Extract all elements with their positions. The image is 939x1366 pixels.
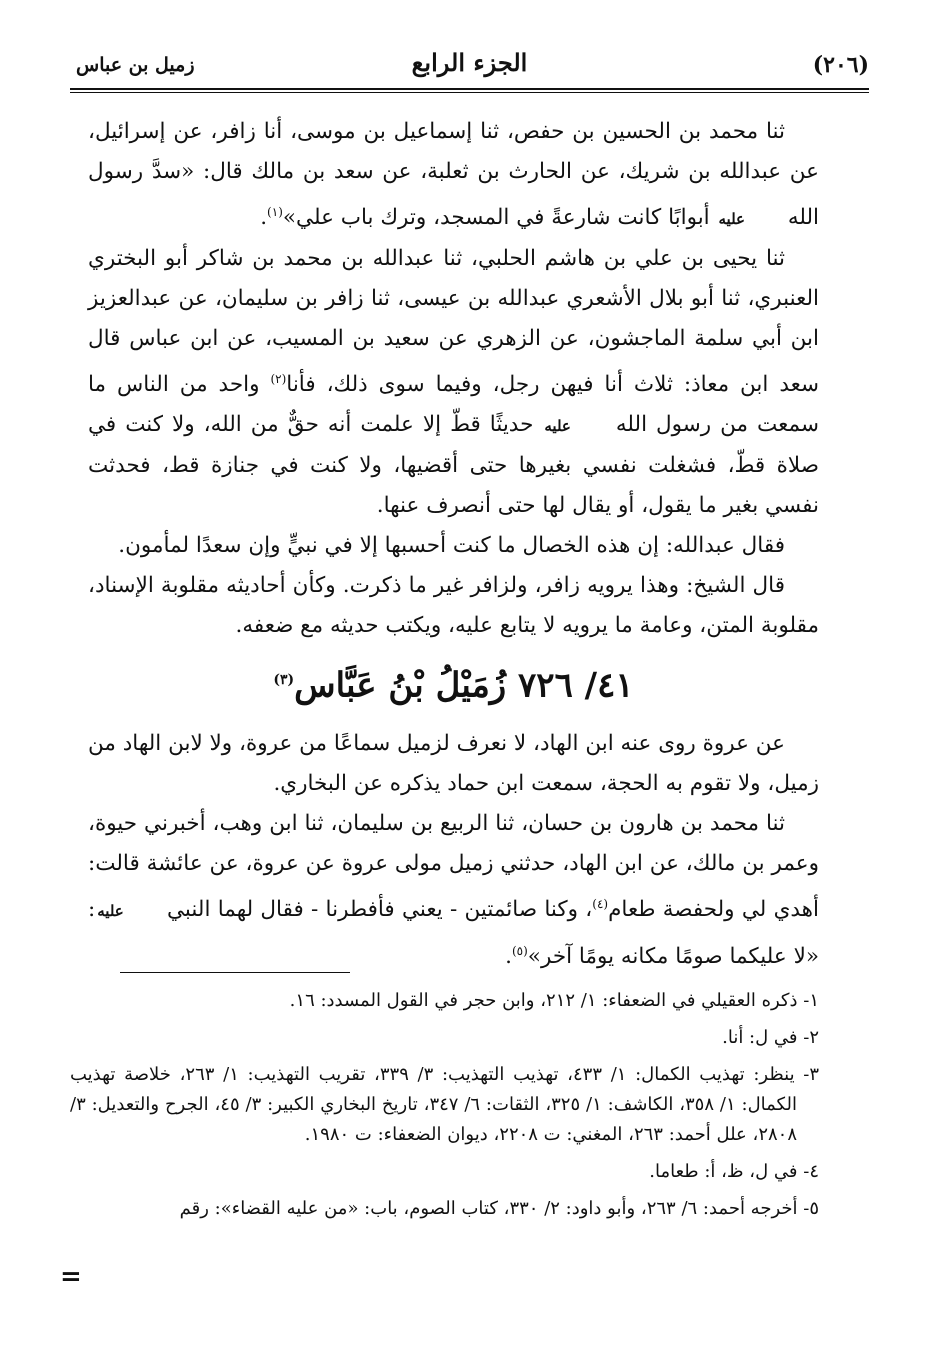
paragraph-1-text: ثنا محمد بن الحسين بن حفص، ثنا إسماعيل بن موسى، أنا زافر، عن إسرائيل، عن عبدالله بن شريك، عن الحارث بن ثعلبة، عن سعد بن مالك قال: «سدَّ رسول الله	[88, 119, 819, 231]
paragraph-4: قال الشيخ: وهذا يرويه زافر، ولزافر غير ما ذكرت. وكأن أحاديثه مقلوبة الإسناد، مقلوبة المتن، وعامة ما يرويه لا يتابع عليه، ويكتب حديثه مع ضعفه.	[88, 573, 819, 639]
footnote-ref-5: (٥)	[511, 943, 528, 958]
footnote-ref-4: (٤)	[592, 896, 609, 911]
paragraph-3: فقال عبدالله: إن هذه الخصال ما كنت أحسبها إلا في نبيٍّ وإن سعدًا لمأمون.	[118, 533, 785, 559]
paragraph-6-text-c: : «لا عليكما صومًا مكانه يومًا آخر»	[88, 896, 819, 969]
paragraph-1: ثنا محمد بن الحسين بن حفص، ثنا إسماعيل بن موسى، أنا زافر، عن إسرائيل، عن عبدالله بن شريك، عن الحارث بن ثعلبة، عن سعد بن مالك قال: «سدَّ رسول الله عليه أبوابًا كانت شارعةً في المسجد، وترك باب علي»$^{(١)}$.	[88, 112, 819, 239]
paragraph-6: ثنا محمد بن هارون بن حسان، ثنا الربيع بن سليمان، ثنا ابن وهب، أخبرني حيوة، وعمر بن مالك، عن ابن الهاد، حدثني زميل مولى عروة عن عروة، عن عائشة قالت: أهدي لي ولحفصة طعام$^{(٤)}$، وكنا صائمتين - يعني فأفطرنا - فقال لهما النبي عليه: «لا عليكما صومًا مكانه يومًا آخر»$^{(٥)}$.	[88, 810, 819, 969]
footnote-ref-1: (١)	[267, 205, 283, 219]
salawat-glyph: عليه	[718, 210, 745, 229]
paragraph-2-text-b: واحد من الناس ما سمعت من رسول الله	[88, 372, 819, 438]
footnote-5: ٥- أخرجه أحمد: ٦/ ٢٦٣، وأبو داود: ٢/ ٣٣٠، كتاب الصوم، باب: «من عليه القضاء»: رقم	[179, 1198, 819, 1219]
header-rule	[70, 88, 869, 93]
footnote-1: ١- ذكره العقيلي في الضعفاء: ١/ ٢١٢، وابن حجر في القول المسدد: ١٦.	[289, 990, 819, 1011]
entry-heading	[88, 650, 819, 715]
continuation-mark: =	[60, 1262, 82, 1292]
paragraph-6-text-a: ثنا محمد بن هارون بن حسان، ثنا الربيع بن سليمان، ثنا ابن وهب، أخبرني حيوة، وعمر بن مالك، عن ابن الهاد، حدثني زميل مولى عروة عن عروة، عن عائشة قالت: أهدي لي ولحفصة طعام	[88, 810, 819, 922]
paragraph-2-text-c: حديثًا قطّ إلا علمت أنه حقٌّ من الله، ولا كنت في صلاة قطّ، فشغلت نفسي بغيرها حتى أقضيها، ولا كنت في جنازة قط، فحدثت نفسي بغير ما يقول، أو يقال لها حتى أنصرف عنها.	[88, 412, 819, 519]
paragraph-6-text-b: ، وكنا صائمتين - يعني فأفطرنا - فقال لهما النبي	[167, 896, 593, 922]
footnote-2: ٢- في ل: أنا.	[722, 1027, 819, 1048]
page-number: (٢٠٦)	[812, 52, 869, 78]
footnote-3: ٣- ينظر: تهذيب الكمال: ١/ ٤٣٣، تهذيب التهذيب: ٣/ ٣٣٩، تقريب التهذيب: ١/ ٢٦٣، خلاصة تهذيب الكمال: ١/ ٣٥٨، الكاشف: ١/ ٣٢٥، الثقات: ٦/ ٣٤٧، تاريخ البخاري الكبير: ٣/ ٤٥، الجرح والتعديل: ٣/ ٢٨٠٨، علل أحمد: ٢٦٣، المغني: ت ٢٢٠٨، ديوان الضعفاء: ت ١٩٨٠.	[70, 1064, 820, 1145]
footnote-ref-2: (٢)	[270, 372, 287, 387]
paragraph-5: عن عروة روى عنه ابن الهاد، لا نعرف لزميل سماعًا من عروة، ولا لابن الهاد من زميل، ولا تقوم به الحجة، سمعت ابن حماد يذكره عن البخاري.	[87, 730, 819, 796]
entry-heading-text: ٤١/ ٧٢٦ زُمَيْلُ بْنُ عَبَّاس	[294, 665, 634, 706]
paragraph-1-end: أبوابًا كانت شارعةً في المسجد، وترك باب علي»	[282, 205, 710, 231]
paragraph-2	[88, 239, 819, 526]
part-title: الجزء الرابع	[411, 48, 528, 77]
main-text	[88, 112, 819, 977]
running-header	[70, 44, 869, 88]
footnote-separator	[120, 972, 350, 973]
salawat-glyph: عليه	[544, 417, 571, 436]
salawat-glyph: عليه	[97, 901, 124, 920]
paragraph-2-text-a: ثنا يحيى بن علي بن هاشم الحلبي، ثنا عبدالله بن محمد بن شاكر أبو البختري العنبري، ثنا أبو بلال الأشعري عبدالله بن عيسى، ثنا زافر بن سليمان، عن عبدالعزيز ابن أبي سلمة الماجشون، عن الزهري عن سعيد بن المسيب، عن ابن عباس قال سعد ابن معاذ: ثلاث أنا فيهن رجل، وفيما سوى ذلك، فأنا	[88, 246, 819, 398]
footnote-4: ٤- في ل، ظ، أ: طعاما.	[649, 1161, 819, 1182]
running-entry-title: زميل بن عباس	[76, 54, 195, 76]
footnotes	[70, 986, 819, 1231]
footnote-ref-3: (٣)	[273, 672, 295, 689]
